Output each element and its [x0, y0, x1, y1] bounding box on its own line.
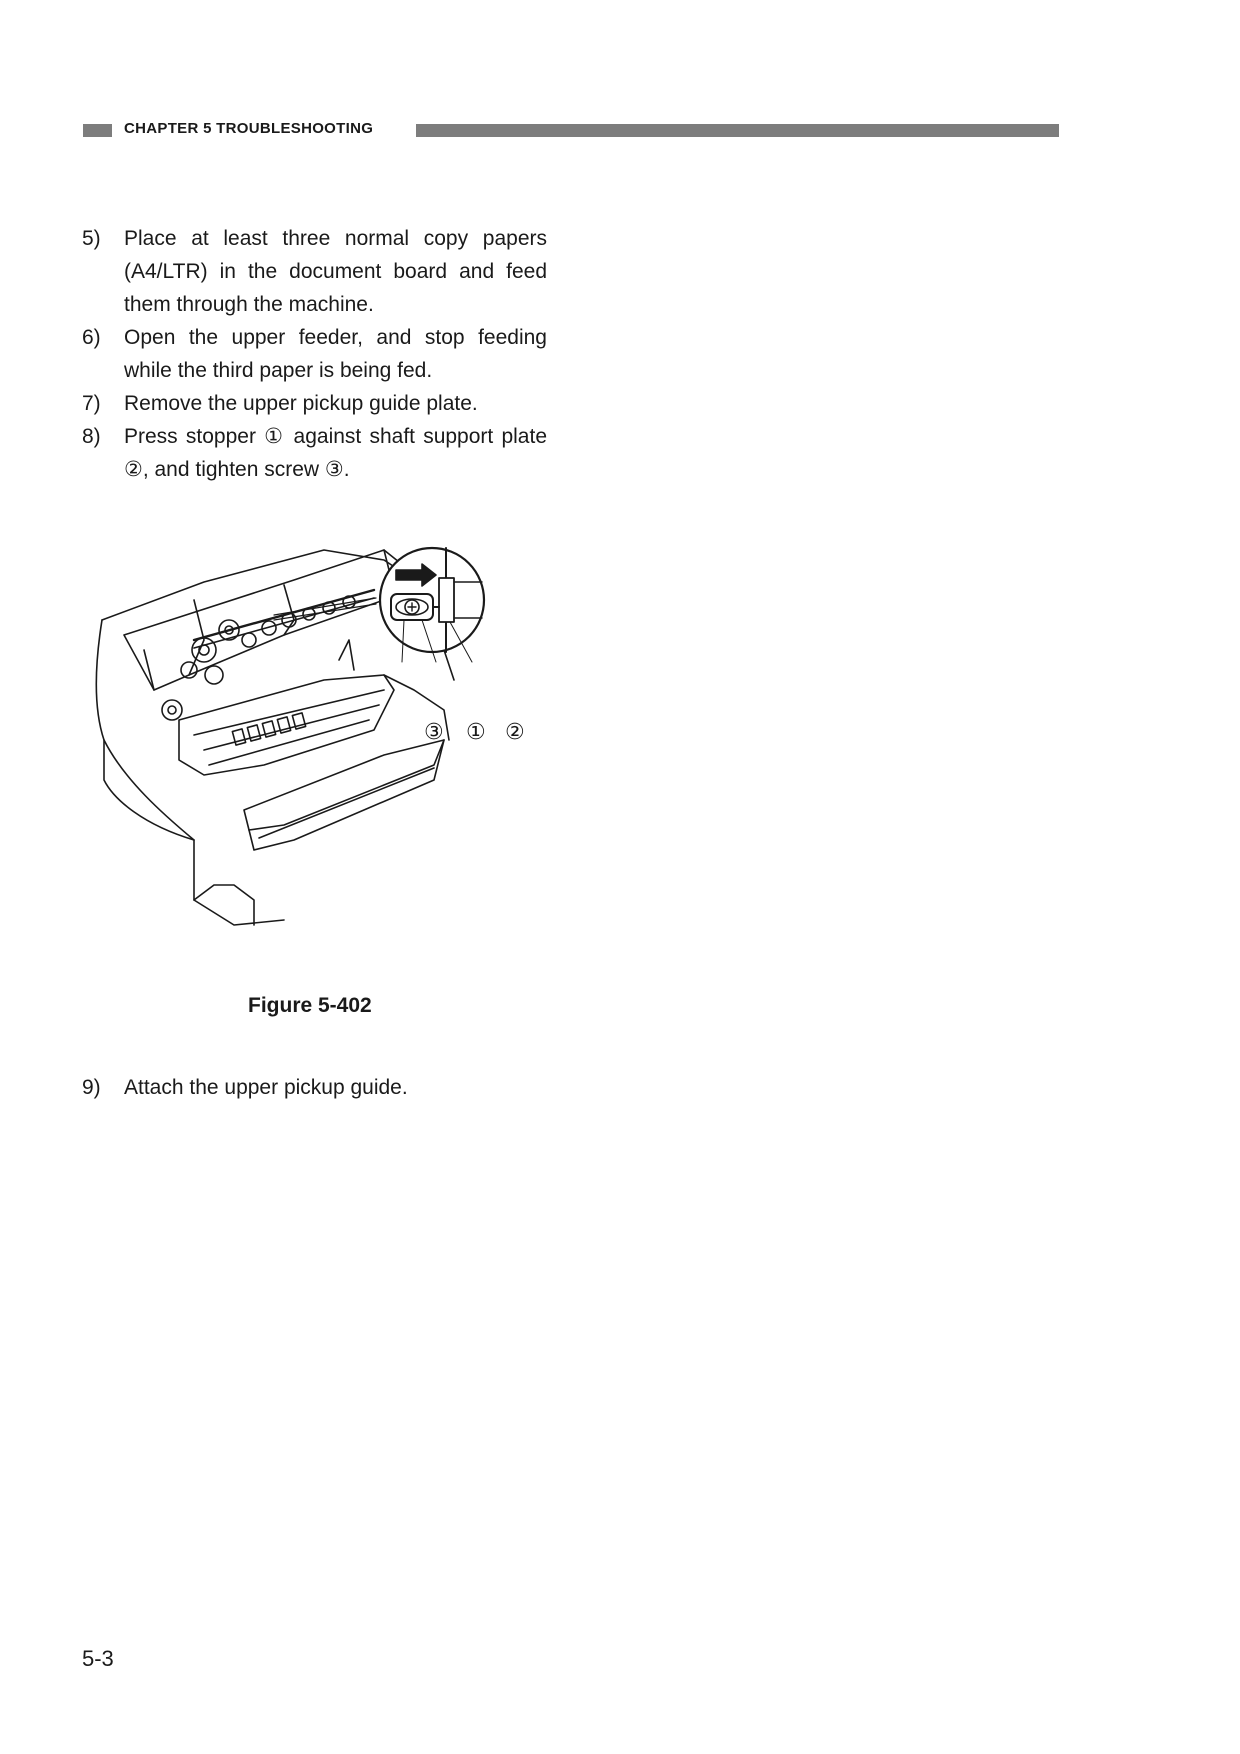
step-number: 6)	[82, 326, 101, 349]
step-5	[82, 222, 547, 321]
step-number: 8)	[82, 425, 101, 448]
step-text: Press stopper ① against shaft support plate ②, and tighten screw ③.	[124, 425, 547, 481]
step-number: 5)	[82, 227, 101, 250]
step-9	[82, 1071, 589, 1104]
procedure-steps	[82, 222, 547, 486]
header-marker	[83, 124, 112, 137]
step-6	[82, 321, 547, 387]
step-number: 9)	[82, 1076, 101, 1099]
chapter-title: CHAPTER 5 TROUBLESHOOTING	[124, 120, 374, 137]
step-number: 7)	[82, 392, 101, 415]
step-text: Place at least three normal copy papers (A4/LTR) in the document board and feed them through the machine.	[124, 227, 547, 316]
callout-1: ①	[466, 719, 486, 744]
callout-3: ③	[424, 719, 444, 744]
callout-2: ②	[505, 719, 525, 744]
page-number: 5-3	[82, 1646, 114, 1671]
header-rule	[416, 124, 1059, 137]
step-text: Remove the upper pickup guide plate.	[124, 392, 478, 415]
step-8	[82, 420, 547, 486]
step-text: Open the upper feeder, and stop feeding while the third paper is being fed.	[124, 326, 547, 382]
figure-caption: Figure 5-402	[248, 994, 372, 1017]
step-7	[82, 387, 547, 420]
step-text: Attach the upper pickup guide.	[124, 1076, 408, 1099]
